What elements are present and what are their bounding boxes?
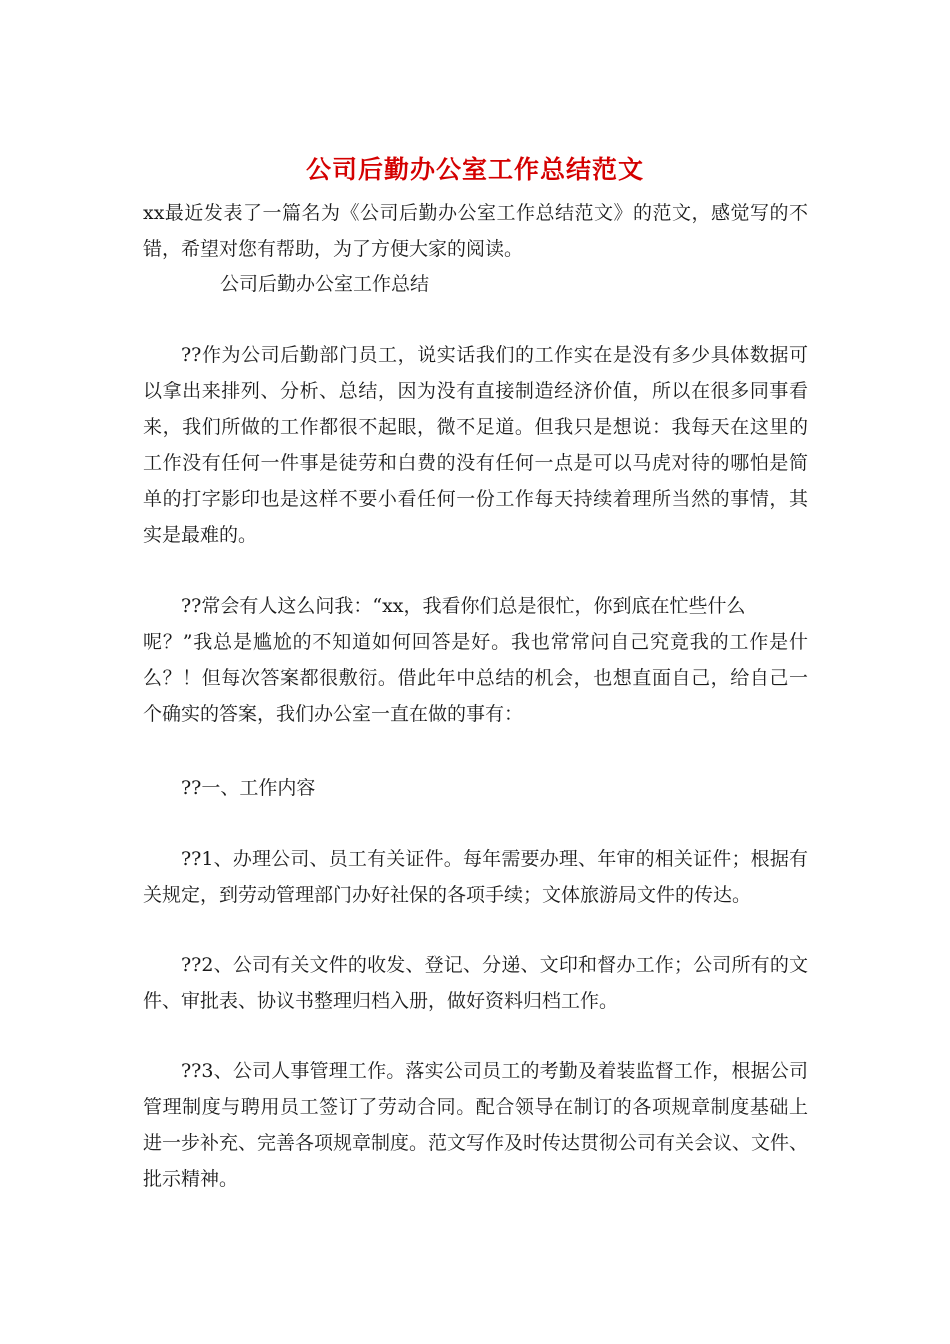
paragraph-item-2	[143, 947, 808, 1019]
paragraph-1	[143, 337, 808, 553]
paragraph-line: 么？！但每次答案都很敷衍。借此年中总结的机会，也想直面自己，给自己一	[143, 667, 808, 689]
paragraph-line: 批示精神。	[143, 1168, 239, 1190]
paragraph-item-3	[143, 1053, 808, 1197]
paragraph-item-1	[143, 841, 808, 913]
document-title: 公司后勤办公室工作总结范文	[305, 155, 644, 184]
paragraph-line: 关规定，到劳动管理部门办好社保的各项手续；文体旅游局文件的传达。	[143, 884, 752, 906]
paragraph-line: 进一步补充、完善各项规章制度。范文写作及时传达贯彻公司有关会议、文件、	[143, 1132, 809, 1154]
paragraph-line: 管理制度与聘用员工签订了劳动合同。配合领导在制订的各项规章制度基础上	[143, 1096, 808, 1118]
paragraph-line: ??常会有人这么问我：“xx，我看你们总是很忙，你到底在忙些什么	[181, 595, 746, 617]
paragraph-line: 工作没有任何一件事是徒劳和白费的没有任何一点是可以马虎对待的哪怕是简	[143, 452, 808, 474]
paragraph-line: ??作为公司后勤部门员工，说实话我们的工作实在是没有多少具体数据可	[181, 344, 808, 366]
document-subtitle: 公司后勤办公室工作总结	[220, 273, 430, 295]
paragraph-line: 单的打字影印也是这样不要小看任何一份工作每天持续着理所当然的事情，其	[143, 488, 808, 510]
paragraph-2	[143, 588, 808, 732]
paragraph-line: 件、审批表、协议书整理归档入册，做好资料归档工作。	[143, 990, 619, 1012]
paragraph-line: 呢？”我总是尴尬的不知道如何回答是好。我也常常问自己究竟我的工作是什	[143, 631, 808, 653]
paragraph-line: 个确实的答案，我们办公室一直在做的事有：	[143, 703, 524, 725]
paragraph-line: ??3、公司人事管理工作。落实公司员工的考勤及着装监督工作，根据公司	[181, 1060, 808, 1082]
section-heading-work-content	[143, 770, 808, 806]
intro-line-2: 错，希望对您有帮助，为了方便大家的阅读。	[143, 238, 524, 260]
intro-paragraph	[143, 195, 808, 267]
paragraph-line: 实是最难的。	[143, 524, 258, 546]
intro-line-1: xx最近发表了一篇名为《公司后勤办公室工作总结范文》的范文，感觉写的不	[143, 202, 808, 224]
paragraph-line: 来，我们所做的工作都很不起眼，微不足道。但我只是想说：我每天在这里的	[143, 416, 808, 438]
paragraph-line: ??2、公司有关文件的收发、登记、分递、文印和督办工作；公司所有的文	[181, 954, 808, 976]
paragraph-line: ??1、办理公司、员工有关证件。每年需要办理、年审的相关证件；根据有	[181, 848, 808, 870]
paragraph-line: ??一、工作内容	[181, 777, 316, 799]
paragraph-line: 以拿出来排列、分析、总结，因为没有直接制造经济价值，所以在很多同事看	[143, 380, 808, 402]
